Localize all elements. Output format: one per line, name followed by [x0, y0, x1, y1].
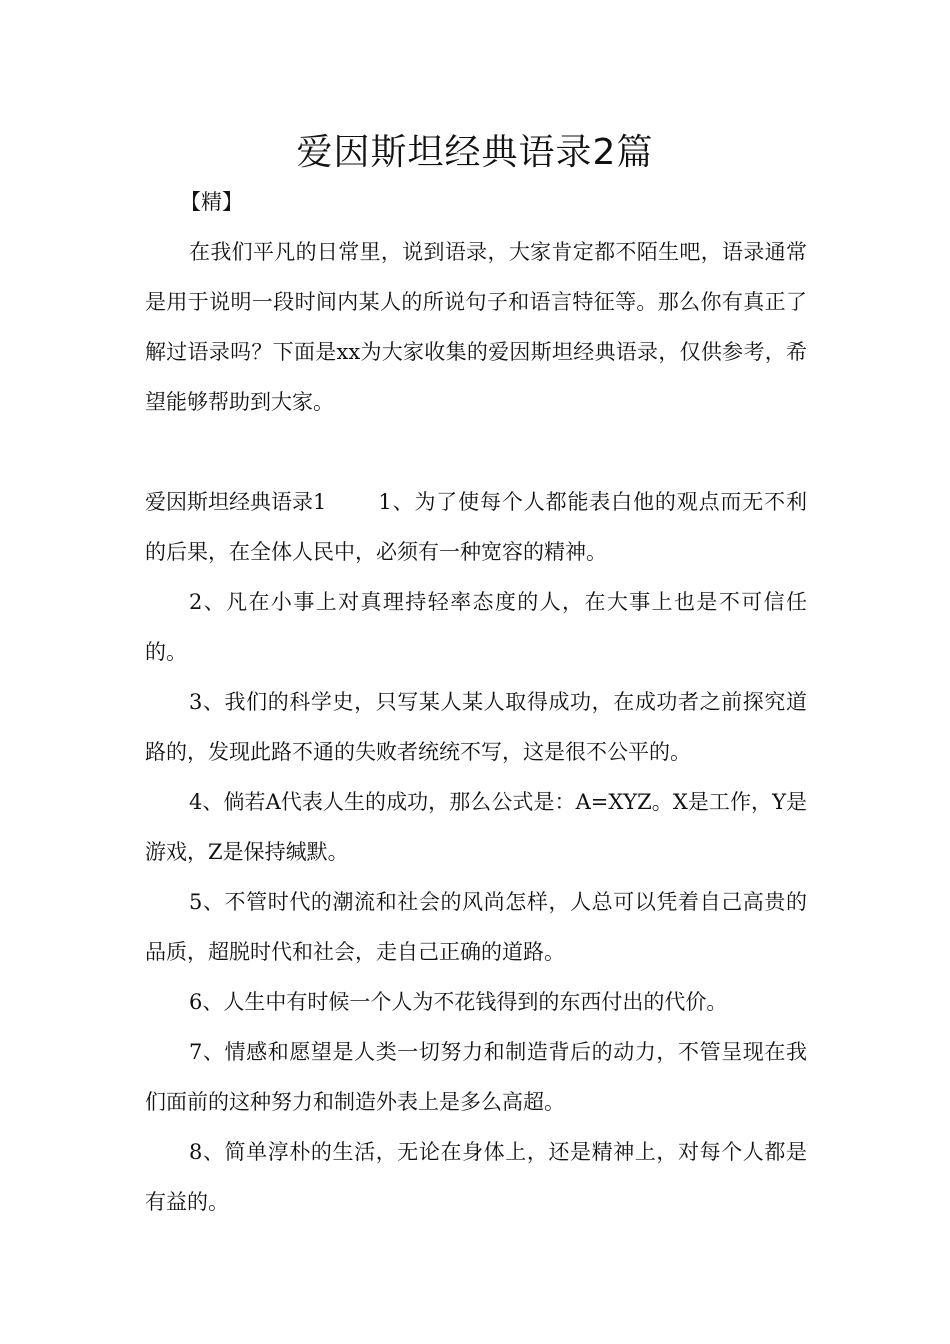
document-tag: 【精】	[180, 190, 243, 214]
quotes-section	[145, 477, 807, 1227]
quote-paragraph-5: 5、不管时代的潮流和社会的风尚怎样，人总可以凭着自己高贵的品质，超脱时代和社会，走自己正确的道路。	[145, 890, 807, 964]
quote-paragraph-3: 3、我们的科学史，只写某人某人取得成功，在成功者之前探究道路的，发现此路不通的失败者统统不写，这是很不公平的。	[145, 690, 807, 764]
document-title: 爱因斯坦经典语录2篇	[296, 132, 654, 173]
intro-block	[145, 227, 807, 427]
quote-paragraph-7: 7、情感和愿望是人类一切努力和制造背后的动力，不管呈现在我们面前的这种努力和制造外表上是多么高超。	[145, 1040, 807, 1114]
quote-paragraph-8: 8、简单淳朴的生活，无论在身体上，还是精神上，对每个人都是有益的。	[145, 1140, 807, 1214]
quote-paragraph-1	[145, 477, 807, 577]
quote-text-1: 1、为了使每个人都能表白他的观点而无不利的后果，在全体人民中，必须有一种宽容的精神。	[145, 490, 807, 564]
quote-paragraph-4: 4、倘若A代表人生的成功，那么公式是：A=XYZ。X是工作，Y是游戏，Z是保持缄默。	[145, 790, 807, 864]
quote-paragraph-2: 2、凡在小事上对真理持轻率态度的人，在大事上也是不可信任的。	[145, 590, 807, 664]
quote-paragraph-6: 6、人生中有时候一个人为不花钱得到的东西付出的代价。	[189, 990, 728, 1014]
section-title: 爱因斯坦经典语录1	[145, 490, 327, 514]
intro-paragraph: 在我们平凡的日常里，说到语录，大家肯定都不陌生吧，语录通常是用于说明一段时间内某人的所说句子和语言特征等。那么你有真正了解过语录吗？下面是xx为大家收集的爱因斯坦经典语录，仅供参考，希望能够帮助到大家。	[145, 240, 807, 414]
